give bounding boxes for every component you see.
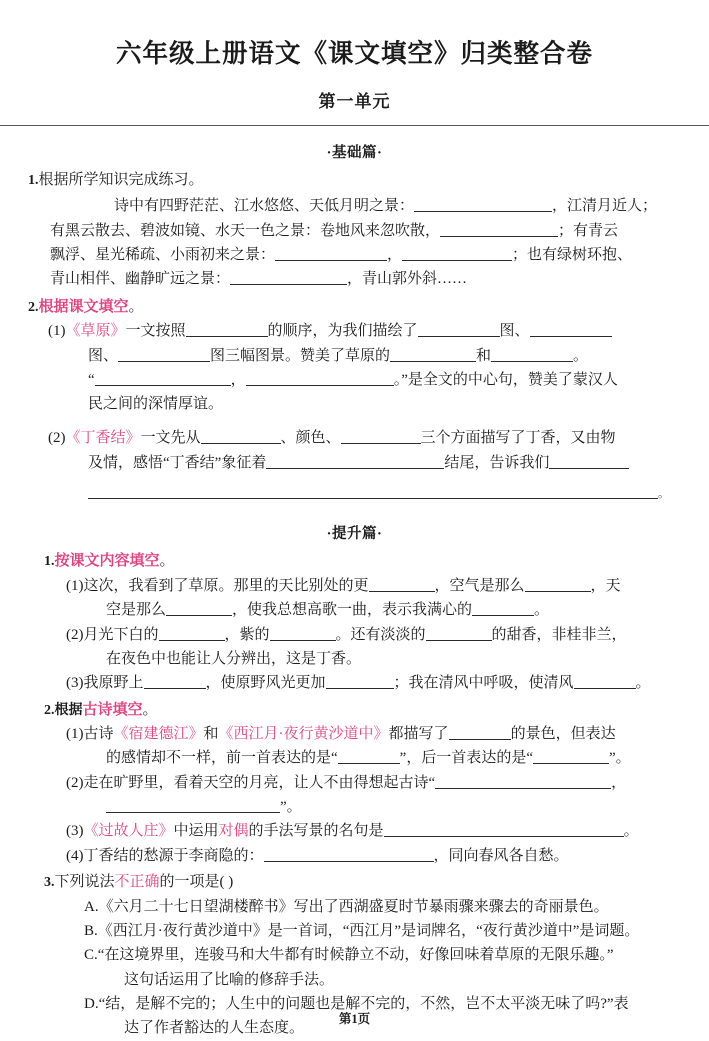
text-run: 的一项是( ) [159, 873, 234, 890]
question-stem: 根据所学知识完成练习。 [38, 171, 204, 188]
text-run: ，空气是那么 [434, 578, 525, 595]
question-advanced-2 [28, 698, 681, 723]
sub-question-basic-2-1-line4 [28, 392, 681, 416]
sub-question-basic-2-2-line2 [28, 451, 681, 475]
text-run: 都描写了 [388, 726, 449, 743]
blank-field[interactable] [491, 347, 573, 362]
poem-title-highlight: 《过故人庄》 [83, 823, 174, 840]
blank-field[interactable] [275, 246, 387, 261]
text-run: 一文先从 [140, 430, 201, 447]
text-run: 飘浮、星光稀疏、小雨初来之景： [50, 247, 276, 264]
question-basic-1-body-line2 [28, 219, 681, 243]
text-run: ，青山郭外斜…… [347, 271, 468, 288]
text-run: 。 [635, 675, 651, 692]
option-text: “结，是解不完的；人生中的问题也是解不完的，不然，岂不太平淡无味了吗?”表 [98, 995, 629, 1012]
question-number: 1. [44, 554, 55, 570]
sub-question-basic-2-2 [28, 426, 681, 450]
sub-question-label: (3) [66, 675, 84, 692]
blank-field[interactable] [440, 222, 558, 237]
text-run: 图三幅图景。赞美了草原的 [210, 347, 391, 364]
text-run: 。 [573, 347, 589, 364]
text-run: 及情，感悟“丁香结”象征着 [88, 454, 267, 471]
text-run: ”，后一首表达的是“ [399, 750, 533, 767]
question-stem-highlight: 按课文内容填空 [54, 553, 160, 570]
text-run: 图、 [88, 347, 119, 364]
question-stem: 根据 [54, 702, 83, 718]
blank-field[interactable] [230, 270, 347, 285]
text-run: 的感情却不一样，前一首表达的是“ [106, 750, 338, 767]
text-run: 和 [476, 347, 492, 364]
sub-question-advanced-1-2 [28, 623, 681, 647]
option-text: 《六月二十七日望湖楼醉书》写出了西湖盛夏时节暴雨骤来骤去的奇丽景色。 [98, 898, 609, 915]
text-run: 走在旷野里，看着天空的月亮，让人不由得想起古诗“ [83, 774, 436, 791]
text-run: 。”是全文的中心句，赞美了蒙汉人 [393, 371, 618, 388]
question-basic-1-body [28, 194, 681, 218]
page-footer: 第1页 [338, 1012, 371, 1027]
sub-question-label: (1) [66, 578, 84, 595]
sub-question-basic-2-1-line2 [28, 344, 681, 368]
worksheet-page [0, 17, 709, 1041]
text-run: 丁香结的愁源于李商隐的： [83, 847, 264, 864]
option-a[interactable] [28, 895, 681, 919]
text-run: ，使我总想高歌一曲，表示我满心的 [232, 602, 473, 619]
option-c-line2 [28, 968, 681, 992]
text-run: 结尾，告诉我们 [444, 454, 550, 471]
blank-field[interactable] [266, 454, 444, 469]
blank-field[interactable] [418, 322, 500, 337]
sub-question-label: (2) [48, 430, 66, 447]
blank-field[interactable] [118, 347, 210, 362]
text-run: 民之间的深情厚谊。 [88, 396, 224, 413]
blank-field[interactable] [270, 626, 336, 641]
sub-question-advanced-1-1 [28, 574, 681, 598]
blank-field[interactable] [549, 454, 629, 469]
page-title: 六年级上册语文《课文填空》归类整合卷 [115, 39, 593, 69]
question-stem-highlight: 古诗填空 [82, 701, 143, 718]
text-run: 的手法写景的名句是 [248, 823, 384, 840]
text-run: 。还有淡淡的 [335, 626, 426, 643]
sub-question-label: (2) [66, 774, 84, 791]
blank-field[interactable] [574, 674, 636, 689]
question-basic-1-body-line4 [28, 267, 681, 291]
header-divider [0, 125, 709, 126]
option-b[interactable] [28, 919, 681, 943]
question-number: 1. [28, 172, 39, 188]
blank-field[interactable] [449, 725, 511, 740]
blank-field[interactable] [201, 429, 281, 444]
text-run: 下列说法 [54, 873, 115, 890]
text-run: 。 [658, 488, 669, 501]
text-run: ”。 [280, 799, 302, 816]
blank-field[interactable] [326, 674, 394, 689]
sub-question-label: (2) [66, 626, 84, 643]
text-run: ；也有绿树环抱、 [512, 247, 633, 264]
text-run: 三个方面描写了丁香，又由物 [420, 430, 616, 447]
blank-field[interactable] [472, 601, 534, 616]
option-c[interactable] [28, 943, 681, 967]
option-text-cont: 这句话运用了比喻的修辞手法。 [124, 971, 335, 988]
blank-field[interactable] [186, 322, 268, 337]
sub-question-advanced-2-2-line2 [28, 795, 681, 819]
text-run: 在夜色中也能让人分辨出，这是丁香。 [106, 650, 362, 667]
blank-field[interactable] [246, 371, 394, 386]
text-run: 一文按照 [125, 323, 186, 340]
question-advanced-1 [28, 549, 681, 574]
blank-field[interactable] [88, 484, 658, 499]
sub-question-basic-2-1-line3 [28, 368, 681, 392]
text-run: 。 [623, 823, 639, 840]
blank-field[interactable] [166, 601, 232, 616]
poem-title-highlight: 《宿建德江》 [113, 726, 204, 743]
option-text: 《西江月·夜行黄沙道中》是一首词，“西江月”是词牌名，“夜行黄沙道中”是词题。 [97, 922, 640, 939]
option-label: A. [84, 898, 99, 915]
question-number: 2. [28, 299, 39, 315]
blank-field[interactable] [426, 626, 492, 641]
text-run: 的顺序，为我们描绘了 [267, 323, 418, 340]
text-run: ”。 [609, 750, 631, 767]
sub-question-basic-2-2-line3 [28, 481, 681, 505]
text-run: 的景色，但表达 [510, 726, 616, 743]
text-run: 月光下白的 [83, 626, 159, 643]
text-run: 诗中有四野茫茫、江水悠悠、天低月明之景： [114, 198, 415, 215]
text-run: 、颜色、 [280, 430, 341, 447]
blank-field[interactable] [95, 371, 231, 386]
text-run: ，天 [590, 578, 621, 595]
text-run: 我原野上 [83, 675, 144, 692]
text-run: ，紫的 [224, 626, 270, 643]
text-run: 图、 [499, 323, 530, 340]
sub-question-label: (1) [48, 323, 66, 340]
question-stem-highlight: 不正确 [114, 873, 160, 890]
text-run: 青山相伴、幽静旷远之景： [50, 271, 231, 288]
sub-question-advanced-2-1-line2 [28, 746, 681, 770]
text-run: ， [387, 247, 403, 264]
blank-field[interactable] [338, 749, 400, 764]
blank-field[interactable] [264, 847, 434, 862]
text-run: 有黑云散去、碧波如镜、水天一色之景：卷地风来忽吹散， [50, 222, 441, 239]
sub-question-label: (3) [66, 823, 84, 840]
sub-question-advanced-1-1-line2 [28, 598, 681, 622]
question-basic-2 [28, 295, 681, 320]
poem-title-highlight: 《西江月·夜行黄沙道中》 [218, 726, 389, 743]
text-run: ；有青云 [558, 222, 619, 239]
text-run: ，同向春风各自愁。 [433, 847, 569, 864]
text-run: 。 [128, 298, 144, 315]
text-run: ，使原野风光更加 [205, 675, 326, 692]
question-advanced-3 [28, 870, 681, 895]
page-subtitle: 第一单元 [318, 91, 391, 111]
text-run: 古诗 [83, 726, 114, 743]
question-stem-highlight: 根据课文填空 [38, 298, 129, 315]
blank-field[interactable] [414, 197, 552, 212]
option-label: C. [84, 947, 98, 964]
option-text: “在这境界里，连骏马和大牛都有时候静立不动，好像回味着草原的无限乐趣。” [97, 947, 614, 964]
text-run: 。 [534, 602, 550, 619]
sub-question-advanced-1-3 [28, 671, 681, 695]
option-text-cont: 达了作者豁达的人生态度。 [124, 1020, 305, 1037]
sub-question-label: (4) [66, 847, 84, 864]
text-run: 这次，我看到了草原。那里的天比别处的更 [83, 578, 369, 595]
option-label: B. [84, 922, 98, 939]
text-run: ， [611, 774, 627, 791]
text-title-highlight: 《丁香结》 [65, 430, 141, 447]
blank-field[interactable] [159, 626, 225, 641]
text-run: 和 [203, 726, 219, 743]
blank-field[interactable] [435, 774, 611, 789]
section-heading-advanced: ·提升篇· [326, 526, 383, 543]
blank-field[interactable] [341, 429, 421, 444]
text-run: ， [230, 371, 246, 388]
sub-question-advanced-2-4 [28, 844, 681, 868]
sub-question-advanced-2-1 [28, 722, 681, 746]
text-run: ；我在清风中呼吸，使清风 [393, 675, 574, 692]
blank-field[interactable] [369, 577, 435, 592]
sub-question-advanced-2-3 [28, 819, 681, 843]
blank-field[interactable] [144, 674, 206, 689]
term-highlight: 对偶 [218, 823, 249, 840]
sub-question-advanced-1-2-line2 [28, 647, 681, 671]
option-label: D. [84, 995, 99, 1012]
question-basic-1 [28, 168, 681, 193]
sub-question-label: (1) [66, 726, 84, 743]
sub-question-basic-2-1 [28, 319, 681, 343]
text-run: 。 [142, 701, 158, 718]
blank-field[interactable] [402, 246, 512, 261]
text-run: 的甜香，非桂非兰， [491, 626, 627, 643]
blank-field[interactable] [384, 822, 624, 837]
text-run: “ [88, 371, 95, 388]
blank-field[interactable] [525, 577, 591, 592]
question-basic-1-body-line3 [28, 243, 681, 267]
text-run: 中运用 [173, 823, 219, 840]
blank-field[interactable] [390, 347, 476, 362]
text-title-highlight: 《草原》 [65, 323, 126, 340]
blank-field[interactable] [530, 322, 612, 337]
question-number: 3. [44, 874, 55, 890]
text-run: ，江清月近人； [552, 198, 658, 215]
text-run: 。 [159, 553, 175, 570]
blank-field[interactable] [533, 749, 609, 764]
sub-question-advanced-2-2 [28, 771, 681, 795]
section-heading-basic: ·基础篇· [326, 144, 383, 161]
text-run: 空是那么 [106, 602, 167, 619]
question-number: 2. [44, 702, 55, 718]
blank-field[interactable] [106, 798, 280, 813]
